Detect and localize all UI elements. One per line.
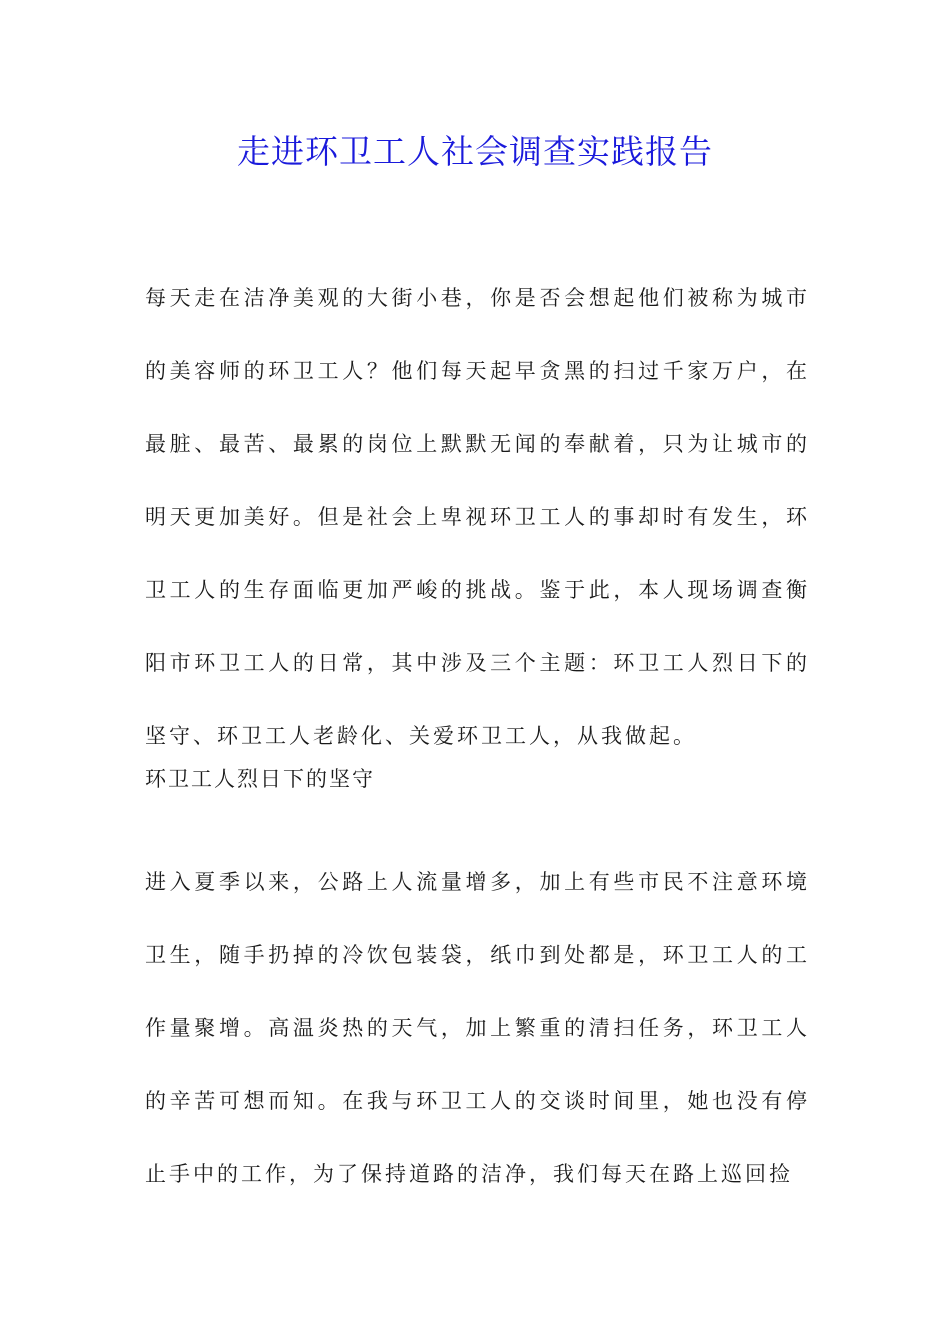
document-title: 走进环卫工人社会调查实践报告 (237, 132, 713, 171)
section-heading: 环卫工人烈日下的坚守 (145, 767, 375, 791)
intro-paragraph: 每天走在洁净美观的大街小巷，你是否会想起他们被称为城市的美容师的环卫工人？他们每天起早贪黑的扫过千家万户，在最脏、最苦、最累的岗位上默默无闻的奉献着，只为让城市的明天更加美好。但是社会上卑视环卫工人的事却时有发生，环卫工人的生存面临更加严峻的挑战。鉴于此，本人现场调查衡阳市环卫工人的日常，其中涉及三个主题：环卫工人烈日下的坚守、环卫工人老龄化、关爱环卫工人，从我做起。 (145, 286, 810, 748)
section-paragraph: 进入夏季以来，公路上人流量增多，加上有些市民不注意环境卫生，随手扔掉的冷饮包装袋，纸巾到处都是，环卫工人的工作量聚增。高温炎热的天气，加上繁重的清扫任务，环卫工人的辛苦可想而知。在我与环卫工人的交谈时间里，她也没有停止手中的工作，为了保持道路的洁净，我们每天在路上巡回捡 (145, 870, 810, 1186)
